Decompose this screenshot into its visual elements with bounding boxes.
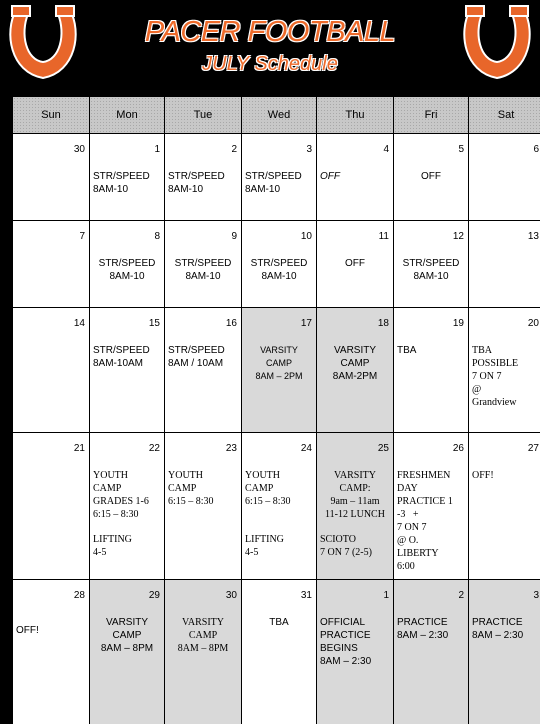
day-number: 28 — [73, 590, 85, 601]
day-number: 6 — [533, 144, 539, 155]
day-cell — [469, 221, 540, 307]
day-number: 30 — [73, 144, 85, 155]
day-cell — [394, 134, 468, 220]
day-cell — [165, 221, 241, 307]
day-number: 10 — [300, 231, 312, 242]
day-number: 12 — [452, 231, 464, 242]
day-number: 26 — [452, 443, 464, 454]
event-text: STR/SPEED 8AM / 10AM — [168, 345, 225, 369]
day-cell — [165, 134, 241, 220]
event-text: VARSITY CAMP 8AM-2PM — [332, 345, 378, 382]
event-text-secondary: LIFTING 4-5 — [93, 534, 132, 558]
day-number: 25 — [377, 443, 389, 454]
day-cell — [13, 433, 89, 579]
day-number: 4 — [383, 144, 389, 155]
day-number: 16 — [225, 318, 237, 329]
day-cell — [242, 433, 316, 579]
event-text: STR/SPEED 8AM-10 — [174, 258, 232, 282]
day-cell — [317, 134, 393, 220]
day-number: 8 — [154, 231, 160, 242]
day-cell — [394, 221, 468, 307]
event-text: STR/SPEED 8AM-10 — [168, 171, 225, 195]
event-text: VARSITY CAMP 8AM – 2PM — [255, 345, 303, 381]
day-header: Tue — [165, 97, 241, 133]
day-header: Sun — [13, 97, 89, 133]
day-cell — [90, 134, 164, 220]
event-text-secondary: LIFTING 4-5 — [245, 534, 284, 558]
event-text: STR/SPEED 8AM-10AM — [93, 345, 150, 369]
day-number: 13 — [527, 231, 539, 242]
day-number: 29 — [148, 590, 160, 601]
day-cell — [317, 221, 393, 307]
day-number: 15 — [148, 318, 160, 329]
day-cell — [13, 134, 89, 220]
day-cell — [469, 433, 540, 579]
day-number: 23 — [225, 443, 237, 454]
day-number: 2 — [231, 144, 237, 155]
event-text: TBA POSSIBLE 7 ON 7 @ Grandview — [472, 345, 519, 408]
day-cell — [469, 134, 540, 220]
event-text: YOUTH CAMP 6:15 – 8:30 — [168, 470, 214, 507]
day-cell — [242, 134, 316, 220]
day-number: 5 — [458, 144, 464, 155]
event-text: VARSITY CAMP: 9am – 11am 11-12 LUNCH — [325, 470, 385, 520]
day-header: Fri — [394, 97, 468, 133]
day-number: 14 — [73, 318, 85, 329]
day-cell — [165, 308, 241, 432]
day-cell — [165, 433, 241, 579]
day-number: 1 — [383, 590, 389, 601]
day-number: 20 — [527, 318, 539, 329]
day-cell — [394, 580, 468, 724]
event-text: PRACTICE 8AM – 2:30 — [472, 617, 524, 641]
day-cell — [90, 308, 164, 432]
day-cell — [394, 433, 468, 579]
day-cell — [469, 308, 540, 432]
event-text: STR/SPEED 8AM-10 — [98, 258, 156, 282]
day-number: 7 — [79, 231, 85, 242]
event-text: FRESHMEN DAY PRACTICE 1 -3 + 7 ON 7 @ O. LIBERTY 6:00 — [397, 470, 453, 572]
day-number: 18 — [377, 318, 389, 329]
event-text: OFF! — [472, 470, 494, 481]
event-text: PRACTICE 8AM – 2:30 — [397, 617, 449, 641]
event-text: YOUTH CAMP GRADES 1-6 6:15 – 8:30 — [93, 470, 149, 520]
day-cell — [242, 580, 316, 724]
day-cell — [13, 221, 89, 307]
event-text: OFF — [345, 258, 365, 269]
day-number: 19 — [452, 318, 464, 329]
day-number: 17 — [300, 318, 312, 329]
day-number: 2 — [458, 590, 464, 601]
day-cell — [90, 580, 164, 724]
day-cell — [317, 433, 393, 579]
day-header: Wed — [242, 97, 316, 133]
day-number: 3 — [533, 590, 539, 601]
event-text: STR/SPEED 8AM-10 — [402, 258, 460, 282]
event-text-secondary: SCIOTO 7 ON 7 (2-5) — [320, 534, 372, 558]
day-number: 11 — [378, 231, 389, 242]
event-text: VARSITY CAMP 8AM – 8PM — [100, 617, 154, 654]
day-cell — [469, 580, 540, 724]
event-text: VARSITY CAMP 8AM – 8PM — [177, 617, 229, 654]
day-number: 22 — [148, 443, 160, 454]
day-number: 9 — [231, 231, 237, 242]
day-number: 3 — [306, 144, 312, 155]
day-cell — [90, 221, 164, 307]
day-number: 31 — [300, 590, 312, 601]
event-text: TBA — [269, 617, 289, 628]
day-cell — [317, 580, 393, 724]
day-header: Mon — [90, 97, 164, 133]
page-subtitle: JULY Schedule — [202, 53, 338, 75]
day-cell — [317, 308, 393, 432]
day-number: 24 — [300, 443, 312, 454]
event-text: STR/SPEED 8AM-10 — [250, 258, 308, 282]
page-title: PACER FOOTBALL — [144, 16, 396, 48]
day-number: 21 — [73, 443, 85, 454]
event-text: TBA — [397, 345, 417, 356]
event-text: OFF — [421, 171, 441, 182]
day-cell — [90, 433, 164, 579]
event-text: OFFICIAL PRACTICE BEGINS 8AM – 2:30 — [320, 617, 372, 667]
day-number: 30 — [225, 590, 237, 601]
event-text: OFF — [320, 171, 340, 182]
day-number: 1 — [154, 144, 160, 155]
event-text: YOUTH CAMP 6:15 – 8:30 — [245, 470, 291, 507]
day-cell — [394, 308, 468, 432]
day-header: Sat — [469, 97, 540, 133]
day-cell — [13, 580, 89, 724]
day-header: Thu — [317, 97, 393, 133]
day-cell — [242, 221, 316, 307]
event-text: STR/SPEED 8AM-10 — [93, 171, 150, 195]
calendar-grid — [12, 96, 539, 718]
day-cell — [242, 308, 316, 432]
day-cell — [165, 580, 241, 724]
day-cell — [13, 308, 89, 432]
event-text: OFF! — [16, 625, 39, 636]
day-number: 27 — [527, 443, 539, 454]
event-text: STR/SPEED 8AM-10 — [245, 171, 302, 195]
